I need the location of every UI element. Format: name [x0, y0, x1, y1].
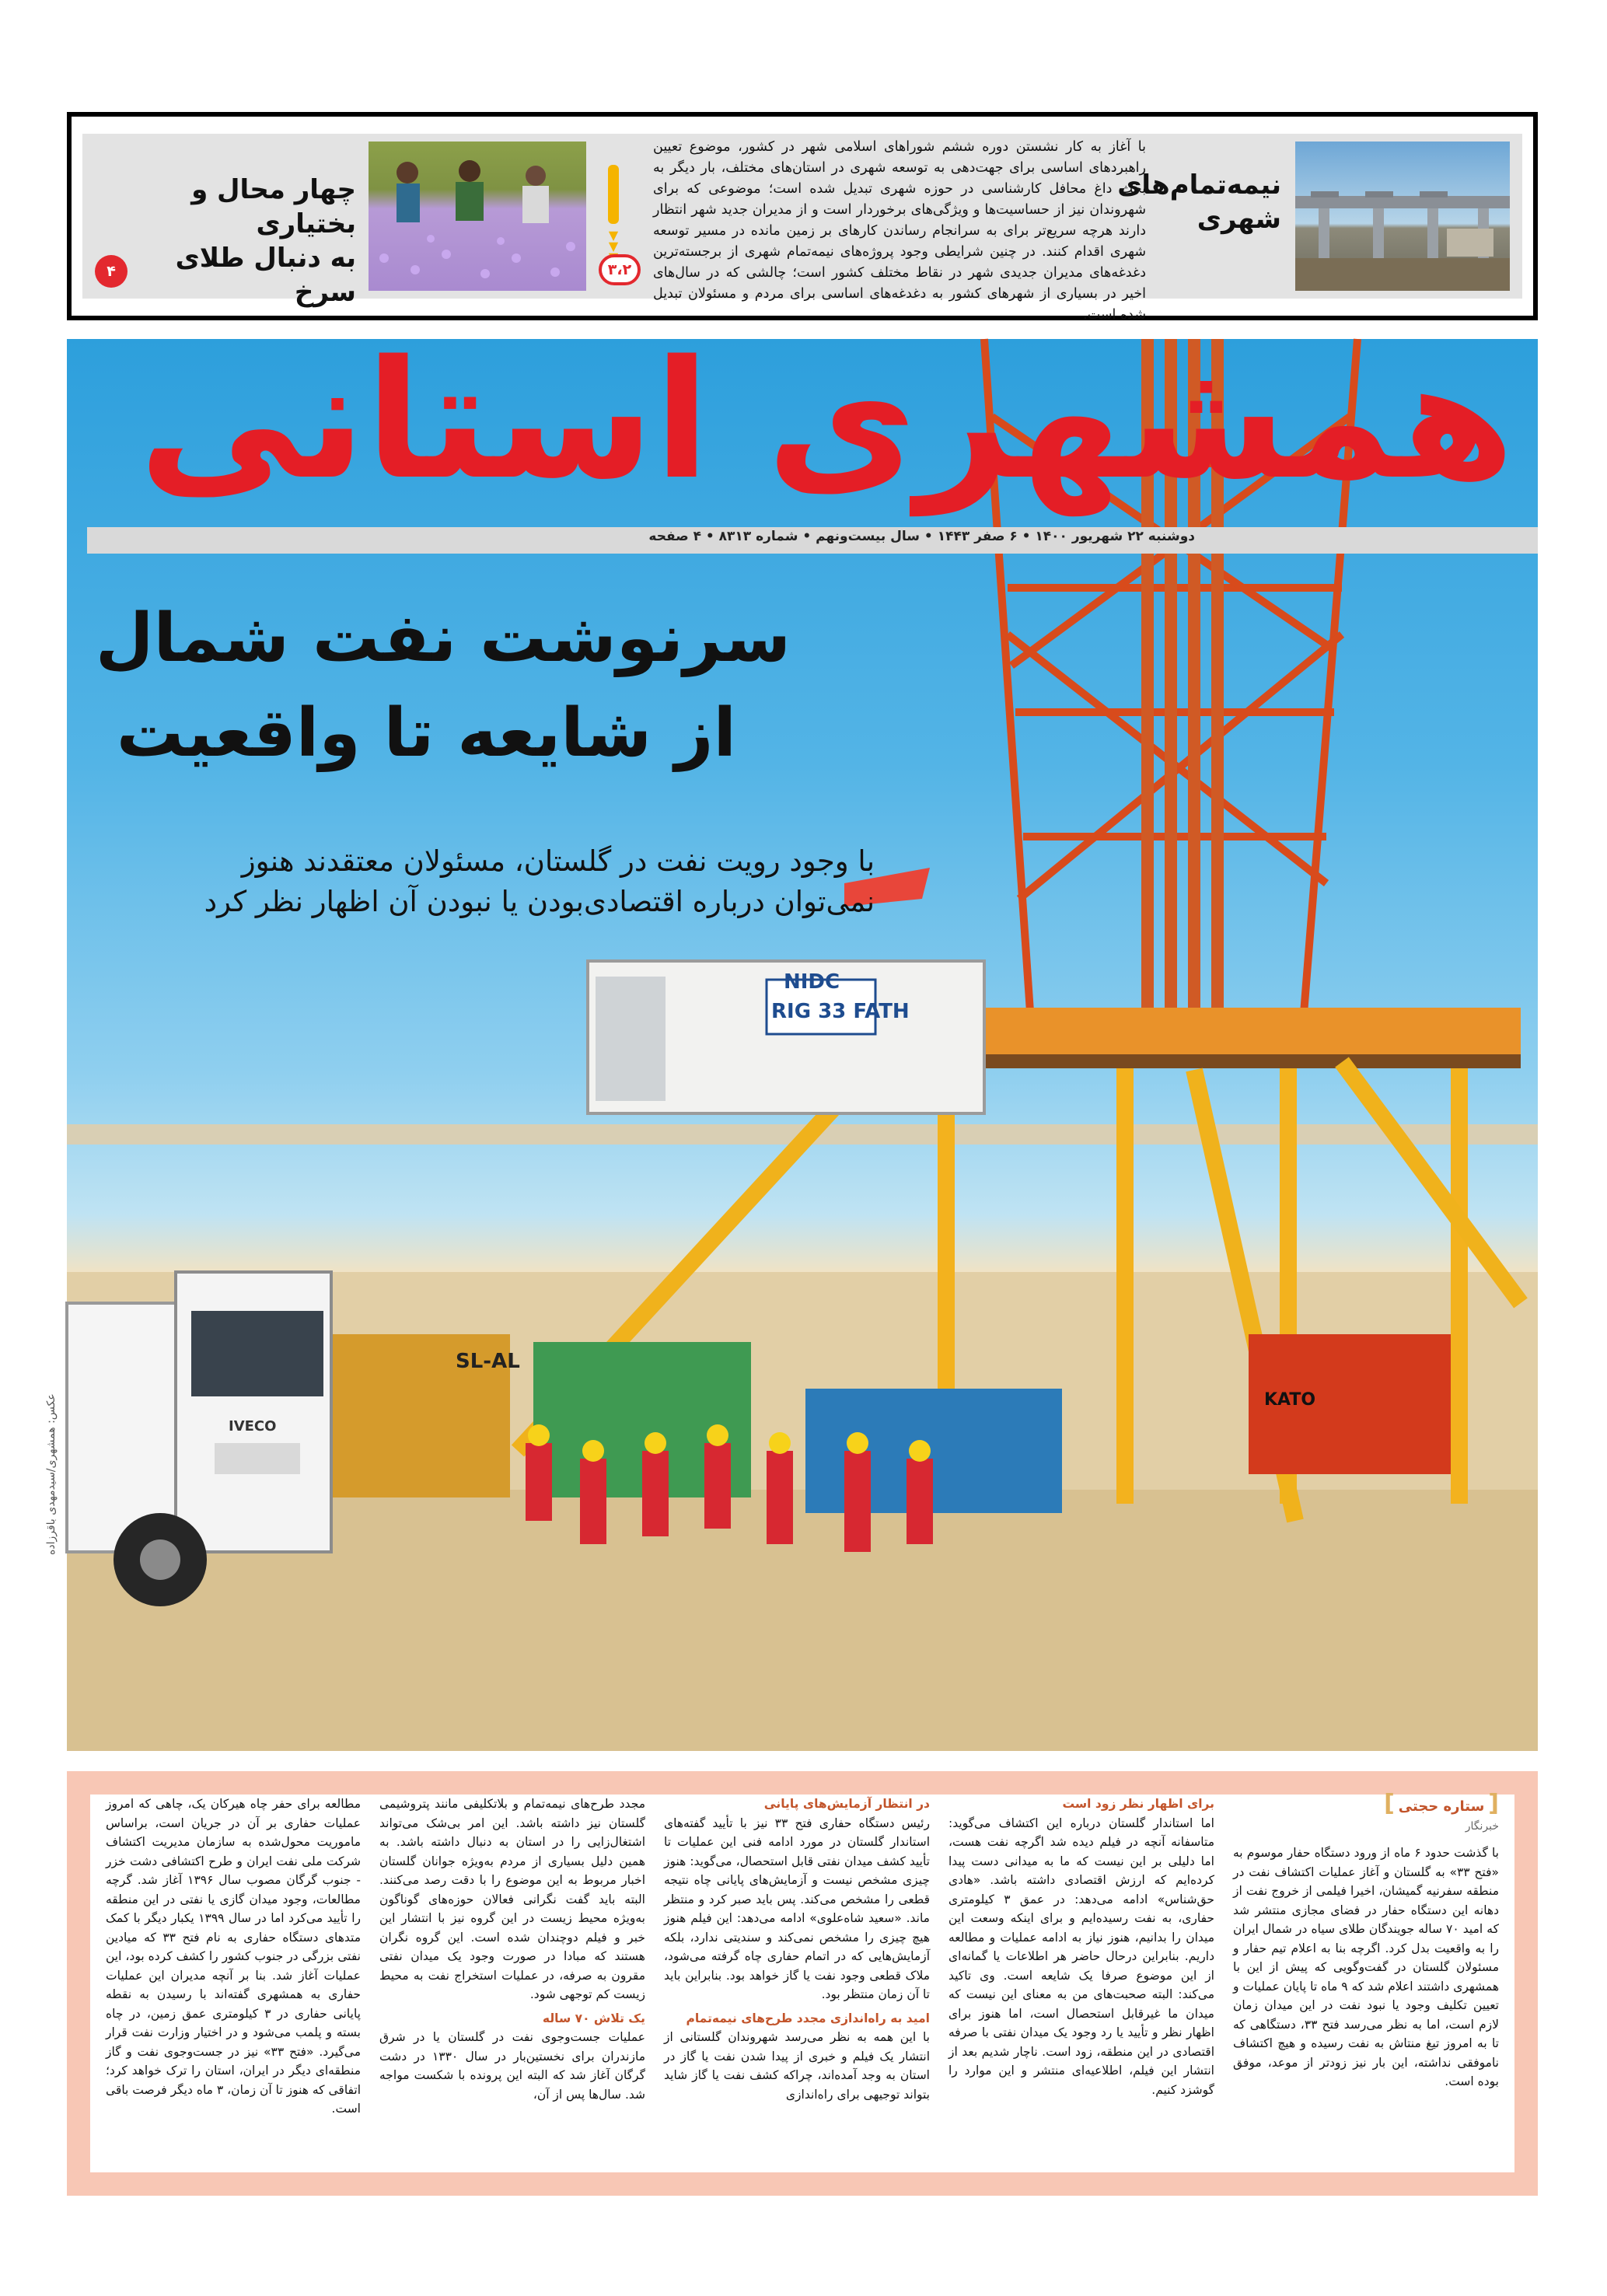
- bracket-close: ]: [1384, 1790, 1395, 1817]
- byline: [1233, 1790, 1499, 1836]
- subhead-70-year-effort: یک تلاش ۷۰ ساله: [542, 2011, 645, 2025]
- column-4b-text: عملیات جست‌وجوی نفت در گلستان یا در شرق مازندران برای نخستین‌بار در سال ۱۳۳۰ در دشت گرگان آغاز شد که البته این پرونده با شکست مواجه شد. سال‌ها پس از آن،: [379, 2030, 645, 2102]
- photo-credit: عکس: همشهری/سیدمهدی باقرزاده: [45, 1393, 58, 1555]
- article-body: [90, 1790, 1514, 2172]
- author-role: خبرنگار: [1465, 1819, 1499, 1833]
- overpass-construction-image: [1295, 142, 1510, 291]
- subhead-final-tests: در انتظار آزمایش‌های پایانی: [763, 1797, 930, 1811]
- main-headline-line2[interactable]: از شایعه تا واقعیت: [116, 694, 736, 772]
- subhead-early-judgment: برای اظهار نظر زود است: [1062, 1797, 1214, 1811]
- column-3b-text: با این همه به نظر می‌رسد شهروندان گلستانی از انتشار یک فیلم و خبری از پیدا شدن نفت یا گاز در استان به وجد آمده‌اند، چراکه کشف نفت یا گاز شاید بتواند توجیهی برای راه‌اندازی: [664, 2030, 930, 2102]
- article-column-4: [379, 1795, 645, 2172]
- container-label: SL-AL: [456, 1350, 520, 1373]
- teaser-left-title-line2: به دنبال طلای سرخ: [175, 243, 356, 308]
- column-5-text: مطالعه برای حفر چاه هیرکان یک، چاهی که امروز عملیات حفاری بر آن در جریان است، براساس ماموریت محول‌شده به سازمان مدیریت اکتشاف شرکت ملی نفت ایران و طرح اکتشافی دشت خزر - جنوب گرگان مصوب سال ۱۳۹۶ آغاز شد. گرچه مطالعات، وجود میدان گازی یا نفتی در این منطقه را تأیید می‌کرد اما در سال ۱۳۹۹ یکبار دیگر با کمک متدهای دستگاه حفاری به نام فتح ۳۳ که میادین نفتی بزرگی در جنوب کشور را کشف کرده بود، این عملیات آغاز شد. بنا بر آنچه مدیران این عملیات حفاری به همشهری گفته‌اند با رسیدن به نقطه پایانی حفاری در ۳ کیلومتری عمق زمین، در چاه بسته و پلمب می‌شود و در اختیار وزارت نفت قرار می‌گیرد. «فتح ۳۳» نیز در جست‌وجوی نفت و گاز منطقه‌ای دیگر در ایران، استان را ترک خواهد کرد؛ اتفاقی که هنوز تا آن زمان، ۳ ماه دیگر فرصت باقی است.: [106, 1797, 362, 2116]
- masthead-date-line: دوشنبه ۲۲ شهریور ۱۴۰۰ • ۶ صفر ۱۴۴۳ • سال بیست‌ونهم • شماره ۸۳۱۳ • ۴ صفحه: [648, 529, 1195, 544]
- truck-brand: IVECO: [229, 1418, 277, 1435]
- article-column-2: [948, 1795, 1214, 2172]
- teaser-box: [67, 112, 1538, 323]
- teaser-divider: [608, 165, 619, 224]
- article-column-5: [106, 1795, 361, 2172]
- column-2-text: اما استاندار گلستان درباره این اکتشاف می‌گوید: متاسفانه آنچه در فیلم دیده شد اگرچه نفت هست، اما دلیلی بر این نیست که ما به میدانی دست پیدا کرده‌ایم که ارزش اقتصادی داشته باشد. «هادی حق‌شناس» ادامه می‌دهد: در عمق ۳ کیلومتری حفاری، به نفت رسیده‌ایم و برای اینکه وسعت این میدان را بدانیم، هنوز نیاز به ادامه عملیات و مطالعه داریم. بنابراین درحال حاضر هر اطلاعات یا گمانه‌ای از این موضوع صرفا یک شایعه است. وی تاکید می‌کند: البته صحبت‌های من به معنای این نیست که میدان ما غیرقابل استحصال است، اما هنوز برای اظهار نظر و تأیید یا رد وجود یک میدان نفتی با صرفه اقتصادی در این منطقه، زود است. ناچار شدیم بعد از انتشار این فیلم، اطلاعیه‌ای منتشر و این موارد را گوشزد کنیم.: [948, 1815, 1214, 2097]
- article-frame: [67, 1771, 1538, 2196]
- rig-sign-nidc: NIDC: [784, 970, 840, 994]
- author-name: ستاره حجتی: [1398, 1798, 1485, 1815]
- subhead-unfinished-projects: امید به راه‌اندازی مجدد طرح‌های نیمه‌تمام: [686, 2011, 930, 2025]
- saffron-harvest-image: [369, 142, 586, 291]
- bracket-open: [: [1488, 1790, 1499, 1817]
- main-headline-line1[interactable]: سرنوشت نفت شمال: [95, 599, 791, 677]
- masthead-logo[interactable]: همشهری استانی: [138, 325, 1514, 515]
- teaser-right-photo[interactable]: [1295, 142, 1510, 291]
- lede-line2: نمی‌توان درباره اقتصادی‌بودن یا نبودن آن اظهار نظر کرد: [204, 885, 875, 918]
- crane-label: KATO: [1264, 1390, 1316, 1410]
- teaser-divider-dots: ▼ ▼: [608, 228, 619, 253]
- column-3-text: رئیس دستگاه حفاری فتح ۳۳ نیز با تأیید گفته‌های استاندار گلستان در مورد ادامه فنی این عملیات تا تأیید کشف میدان نفتی قابل استحصال، می‌گوید: هنوز چیزی مشخص نیست و آزمایش‌های پایانی چاه نتیجه قطعی را مشخص می‌کند. پس باید صبر کرد و منتظر ماند. «سعید شاه‌علوی» ادامه می‌دهد: این فیلم هنوز هیچ چیزی را مشخص نمی‌کند و سندیتی ندارد، بلکه آزمایش‌هایی که در اتمام حفاری چاه گرفته می‌شود، ملاک قطعی وجود نفت یا گاز خواهد بود. بنابراین باید تا آن زمان منتظر بود.: [664, 1815, 930, 2001]
- article-column-1: [1233, 1790, 1499, 2172]
- teaser-right-page-badge[interactable]: ۳،۲: [599, 254, 641, 285]
- teaser-left-page-badge[interactable]: ۴: [95, 255, 128, 288]
- column-1-text: با گذشت حدود ۶ ماه از ورود دستگاه حفار موسوم به «فتح ۳۳» به گلستان و آغاز عملیات اکتشاف نفت در منطقه سفرنیه گمیشان، اخیرا فیلمی از خروج نفت از دهانه این دستگاه حفار در فضای مجازی منتشر شد که امید ۷۰ ساله جویندگان طلای سیاه در شمال ایران را به واقعیت بدل کرد. اگرچه بنا به اعلام تیم حفار و مسئولان گلستان در گفت‌وگویی که پیش از این با همشهری داشتند اعلام شد که ۹ ماه تا پایان عملیات و تعیین تکلیف وجود یا نبود نفت در این میدان زمان لازم است، اما به نظر می‌رسد فتح ۳۳، دستگاهی که تا به امروز تیغ منتاش به نفت رسیده و هیچ اکتشاف ناموفقی نداشته، این بار نیز زودتر از موعد، موفق بوده است.: [1233, 1846, 1499, 2088]
- teaser-left-photo[interactable]: [369, 142, 586, 291]
- teaser-left-title[interactable]: [107, 173, 356, 309]
- lede-line1: با وجود رویت نفت در گلستان، مسئولان معتقدند هنوز: [241, 844, 875, 878]
- teaser-left-title-line1: چهار محال و بختیاری: [191, 174, 356, 239]
- rig-sign-label: RIG 33 FATH: [771, 1000, 910, 1023]
- column-4-text: مجدد طرح‌های نیمه‌تمام و بلاتکلیفی مانند پتروشیمی گلستان نیز داشته باشد. این امر بی‌شک می‌تواند اشتغال‌زایی را در استان به دنبال داشته باشد. به همین دلیل بسیاری از مردم به‌ویژه جوانان گلستان اخبار مربوط به این موضوع را با دقت رصد می‌کنند. البته باید گفت نگرانی فعالان حوزه‌های گوناگون به‌ویژه محیط زیست در این گروه نیز با انتشار این خبر و فیلم دوچندان شده است. این گروه نگران هستند که مبادا در صورت وجود یک میدان نفتی مقرون به صرفه، در عملیات استخراج نفت به محیط زیست کم توجهی شود.: [379, 1797, 645, 2001]
- teaser-right-body: با آغاز به کار نشستن دوره ششم شوراهای اسلامی شهر در کشور، موضوع تعیین راهبردهای اساسی برای جهت‌دهی به توسعه شهری در استان‌های مختلف، بار دیگر به بحث داغ محافل کارشناسی در حوزه شهری تبدیل شده است؛ موضوعی که برای شهروندان نیز از حساسیت‌ها و ویژگی‌های برخوردار است و از مدیران جدید شهر انتظار دارند هرچه سریع‌تر برای به سرانجام رساندن کارهای بر زمین مانده در مسیر توسعه شهری اقدام کنند. در چنین شرایطی وجود پروژه‌های نیمه‌تمام شهری از برجسته‌ترین دغدغه‌های مدیران جدیدی شهر در نقاط مختلف کشور است؛ چالشی که در سال‌های اخیر در بسیاری از شهرهای کشور به دغدغه‌های اساسی برای مردم و مسئولان تبدیل شده است.: [653, 139, 1146, 323]
- teaser-right-title[interactable]: نیمه‌تمام‌های شهری: [1117, 169, 1281, 235]
- teaser-inner: [82, 134, 1522, 323]
- article-column-3: [664, 1795, 930, 2172]
